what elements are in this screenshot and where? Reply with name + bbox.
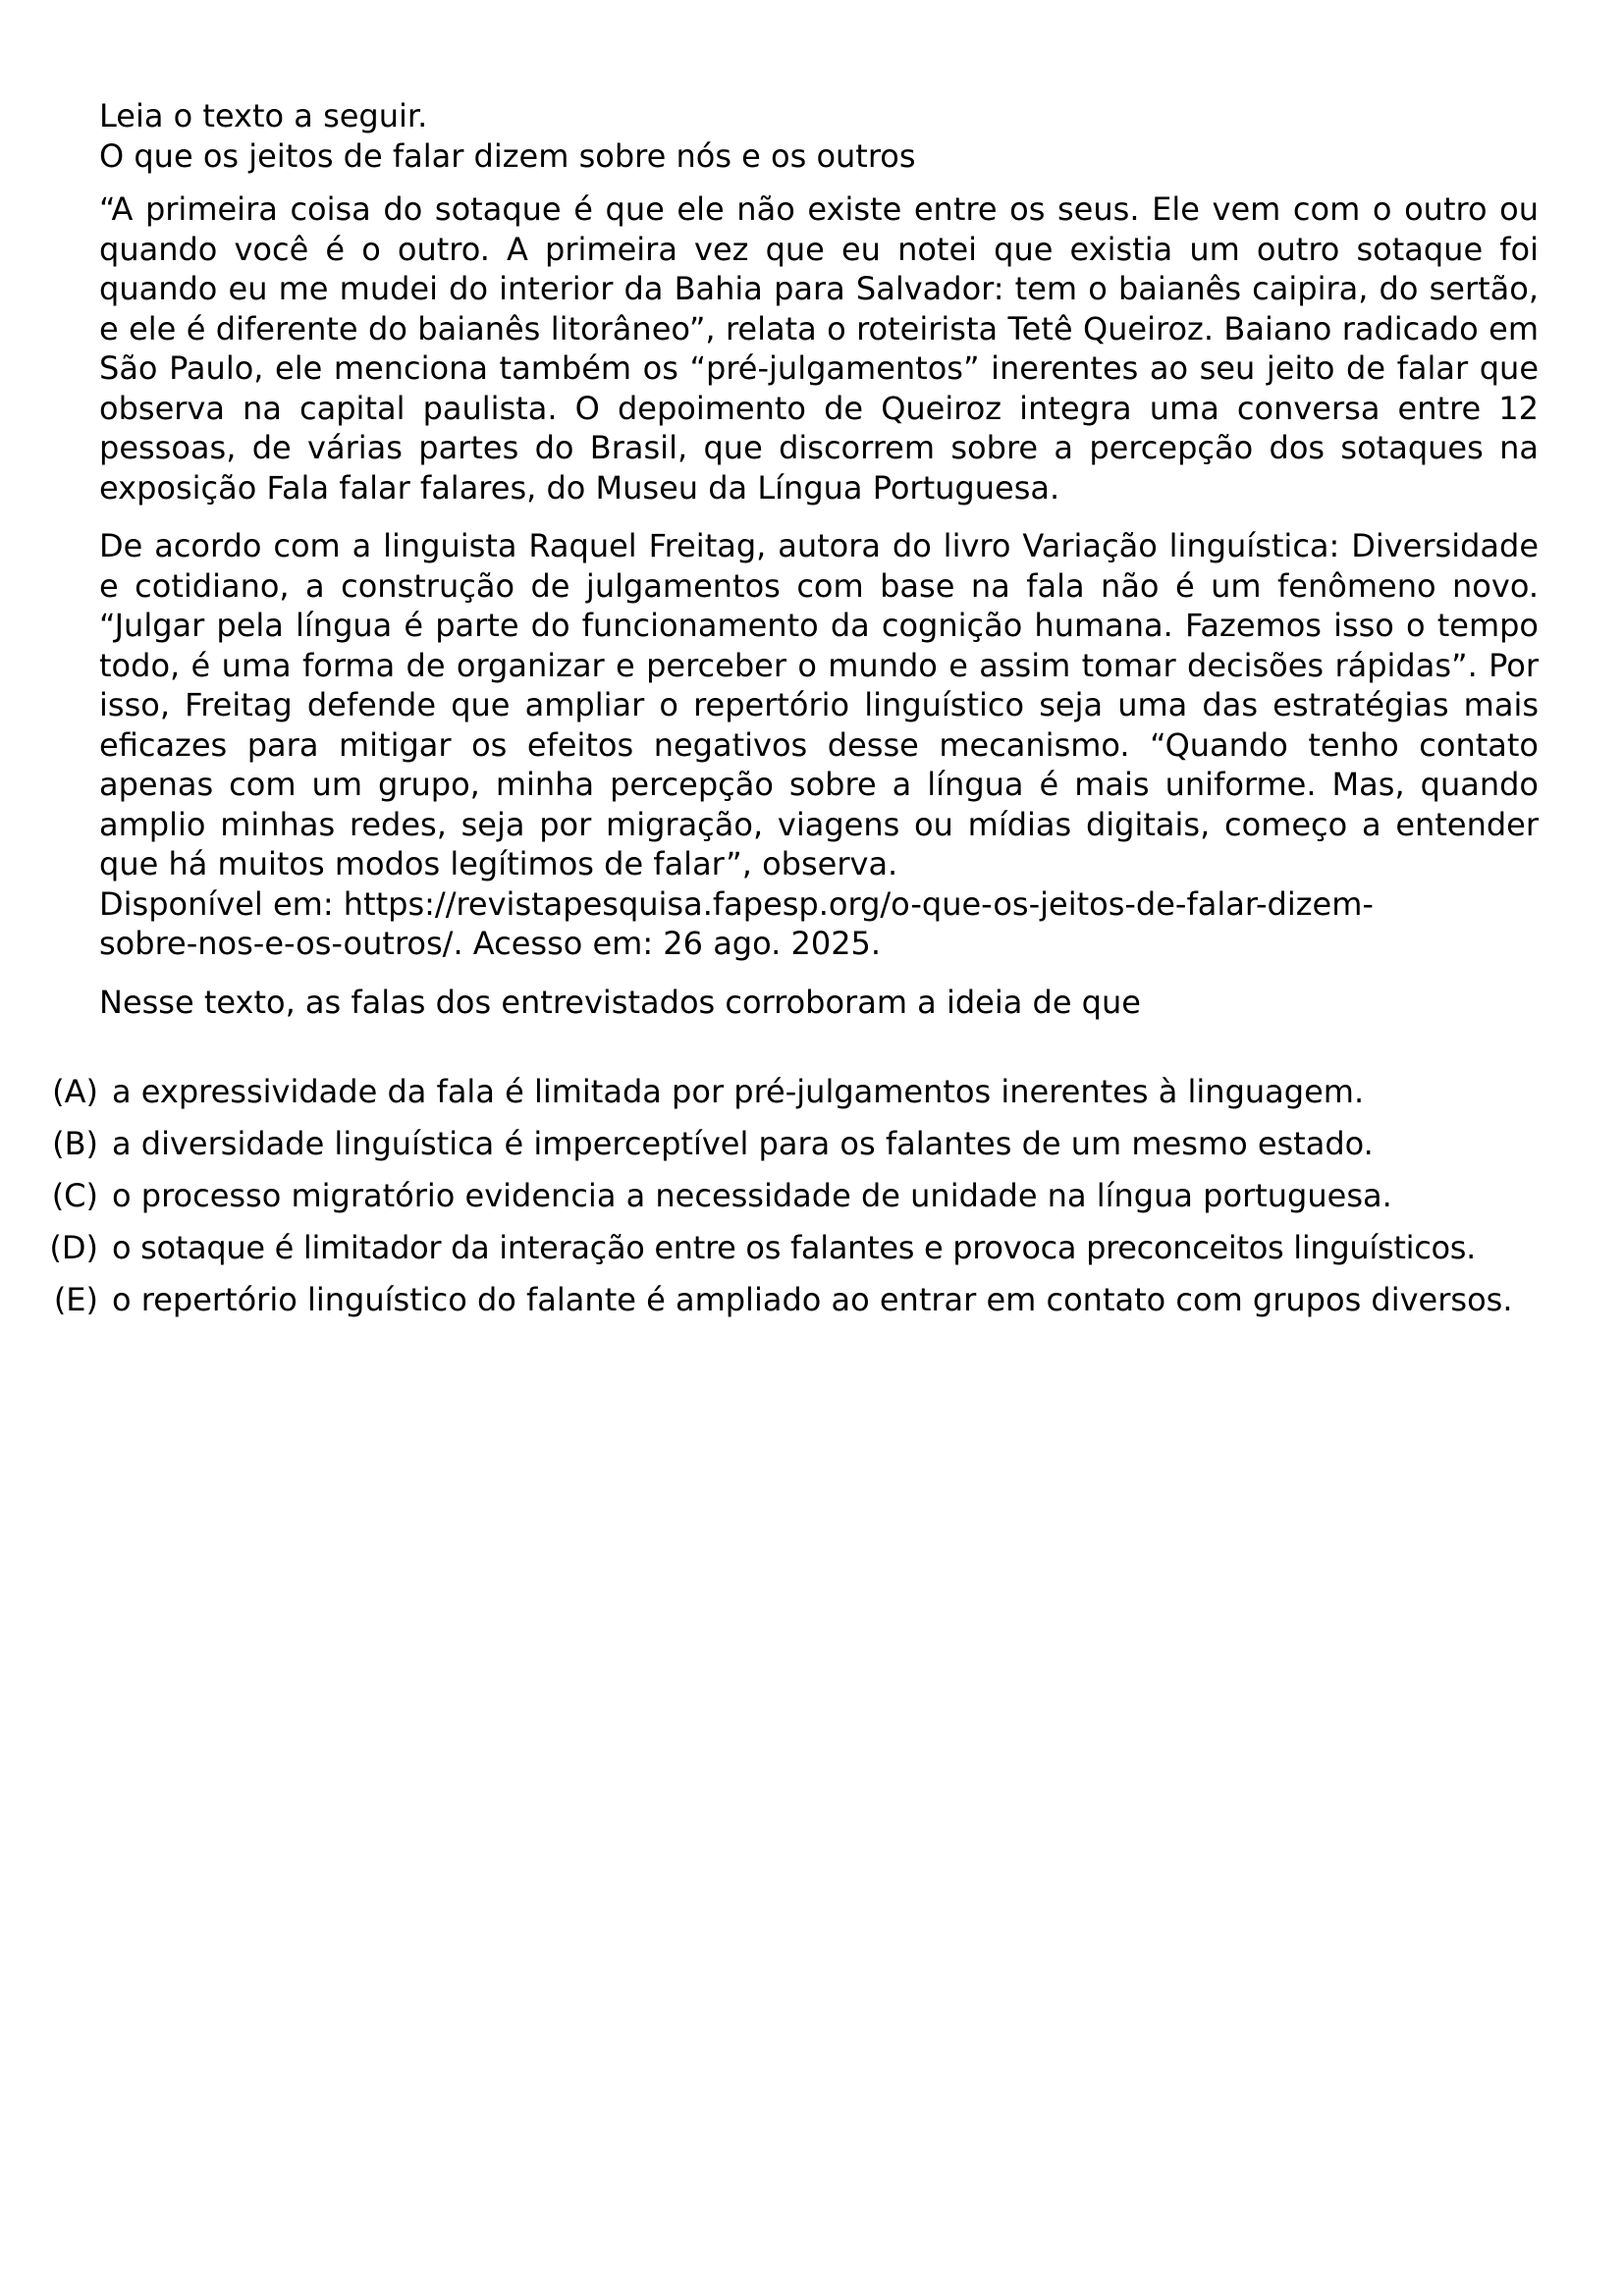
option-text: a diversidade linguística é imperceptível para os falantes de um mesmo estado.: [112, 1125, 1374, 1162]
option-d[interactable]: [47, 1228, 1539, 1268]
paragraph-1: “A primeira coisa do sotaque é que ele não existe entre os seus. Ele vem com o outro ou quando você é o outro. A primeira vez que eu notei que existia um outro sotaque foi quando eu me mudei do interior da Bahia para Salvador: tem o baianês caipira, do sertão, e ele é diferente do baianês litorâneo”, relata o roteirista Tetê Queiroz. Baiano radicado em São Paulo, ele menciona também os “pré-julgamentos” inerentes ao seu jeito de falar que observa na capital paulista. O depoimento de Queiroz integra uma conversa entre 12 pessoas, de várias partes do Brasil, que discorrem sobre a percepção dos sotaques na exposição Fala falar falares, do Museu da Língua Portuguesa.: [99, 190, 1539, 507]
intro-text: Leia o texto a seguir.: [99, 97, 428, 134]
option-e[interactable]: [47, 1280, 1539, 1320]
option-text: o processo migratório evidencia a necessidade de unidade na língua portuguesa.: [112, 1177, 1392, 1214]
option-letter: (A): [52, 1073, 98, 1110]
source-line-2: sobre-nos-e-os-outros/. Acesso em: 26 ago. 2025.: [99, 925, 882, 962]
option-c[interactable]: [47, 1176, 1539, 1216]
option-letter: (B): [52, 1125, 98, 1162]
answer-options: [47, 1072, 1539, 1332]
article-title: O que os jeitos de falar dizem sobre nós e os outros: [99, 136, 916, 175]
option-text: o sotaque é limitador da interação entre os falantes e provoca preconceitos linguísticos.: [112, 1229, 1477, 1266]
paragraph-2: De acordo com a linguista Raquel Freitag, autora do livro Variação linguística: Diversidade e cotidiano, a construção de julgamentos com base na fala não é um fenômeno novo. “Julgar pela língua é parte do funcionamento da cognição humana. Fazemos isso o tempo todo, é uma forma de organizar e perceber o mundo e assim tomar decisões rápidas”. Por isso, Freitag defende que ampliar o repertório linguístico seja uma das estratégias mais eficazes para mitigar os efeitos negativos desse mecanismo. “Quando tenho contato apenas com um grupo, minha percepção sobre a língua é mais uniforme. Mas, quando amplio minhas redes, seja por migração, viagens ou mídias digitais, começo a entender que há muitos modos legítimos de falar”, observa.: [99, 527, 1539, 882]
option-letter: (C): [51, 1177, 98, 1214]
question-text: [99, 96, 1539, 1022]
option-b[interactable]: [47, 1124, 1539, 1164]
option-letter: (E): [53, 1281, 98, 1318]
source-line-1: Disponível em: https://revistapesquisa.fapesp.org/o-que-os-jeitos-de-falar-dizem-: [99, 884, 1374, 923]
option-text: o repertório linguístico do falante é ampliado ao entrar em contato com grupos diversos.: [112, 1281, 1513, 1318]
option-a[interactable]: [47, 1072, 1539, 1112]
option-text: a expressividade da fala é limitada por pré-julgamentos inerentes à linguagem.: [112, 1073, 1365, 1110]
option-letter: (D): [49, 1229, 98, 1266]
question-stem: Nesse texto, as falas dos entrevistados corroboram a ideia de que: [99, 983, 1141, 1021]
